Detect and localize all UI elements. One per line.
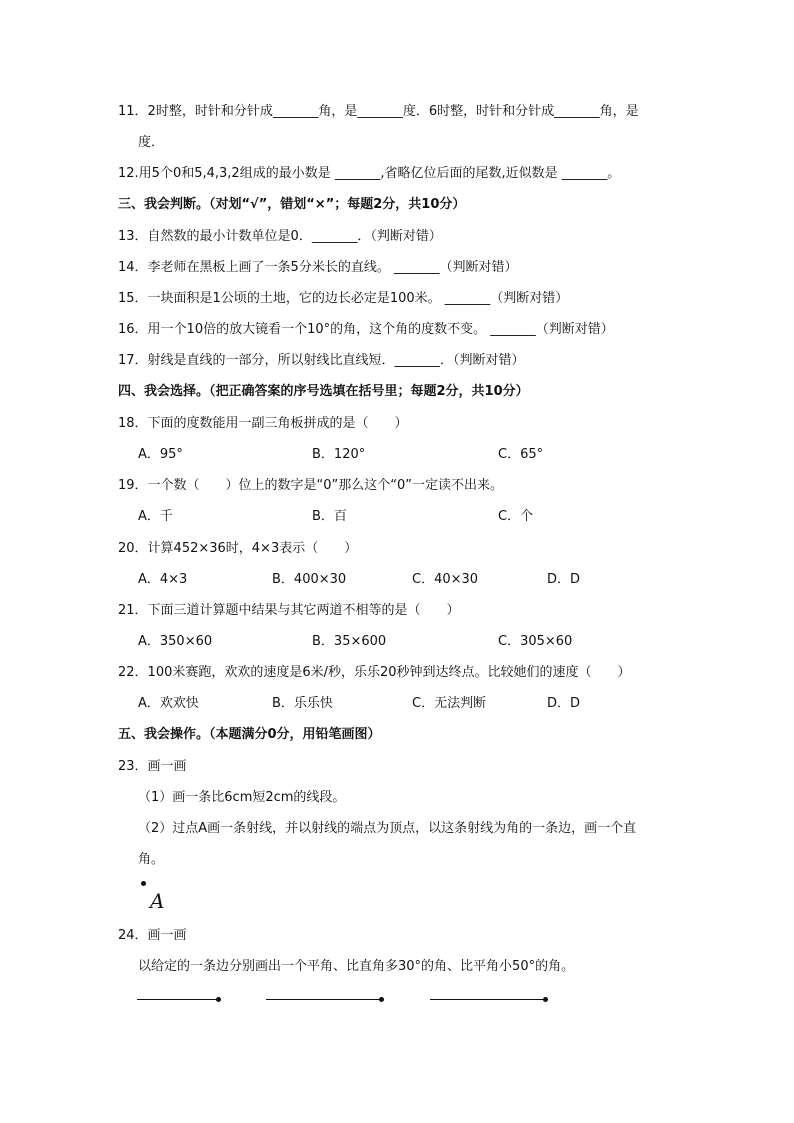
- given-side-2-endpoint: [379, 997, 384, 1002]
- q21-option-c: C．305×60: [498, 634, 573, 649]
- q20-option-b: B．400×30: [272, 572, 347, 587]
- q23-part1: （1）画一条比6cm短2cm的线段。: [138, 790, 346, 805]
- q18-option-b: B．120°: [312, 447, 366, 462]
- section3-heading: 三、我会判断。（对划“√”，错划“×”；每题2分，共10分）: [118, 197, 466, 212]
- q22-stem: 22．100米赛跑，欢欢的速度是6米/秒，乐乐20秒钟到达终点。比较她们的速度（ ）: [118, 665, 631, 680]
- q24-title: 24．画一画: [118, 928, 187, 943]
- q21-option-b: B．35×600: [312, 634, 387, 649]
- q22-option-b: B．乐乐快: [272, 696, 333, 711]
- point-a-label: A: [150, 889, 165, 913]
- q14: 14．李老师在黑板上画了一条5分米长的直线。 _______（判断对错）: [118, 260, 518, 275]
- point-a-dot: [141, 881, 146, 886]
- q24-instruction: 以给定的一条边分别画出一个平角、比直角多30°的角、比平角小50°的角。: [138, 959, 575, 974]
- q20-stem: 20．计算452×36时，4×3表示（ ）: [118, 541, 358, 556]
- q17: 17．射线是直线的一部分，所以射线比直线短．_______．（判断对错）: [118, 353, 525, 368]
- q12: 12.用5个0和5,4,3,2组成的最小数是 _______,省略亿位后面的尾数,近似数是 _______。: [118, 166, 621, 181]
- q19-option-a: A．千: [138, 509, 173, 524]
- q21-stem: 21．下面三道计算题中结果与其它两道不相等的是（ ）: [118, 603, 460, 618]
- q13: 13．自然数的最小计数单位是0．_______．（判断对错）: [118, 229, 442, 244]
- q11-line2: 度．: [138, 135, 165, 150]
- q20-option-d: D．D: [547, 572, 581, 587]
- given-side-3-endpoint: [543, 997, 548, 1002]
- q15: 15．一块面积是1公顷的土地，它的边长必定是100米。 _______（判断对错）: [118, 291, 569, 306]
- q19-option-b: B．百: [312, 509, 347, 524]
- q22-option-a: A．欢欢快: [138, 696, 199, 711]
- given-side-3: [430, 999, 546, 1000]
- q18-stem: 18．下面的度数能用一副三角板拼成的是（ ）: [118, 416, 408, 431]
- section4-heading: 四、我会选择。（把正确答案的序号选填在括号里；每题2分，共10分）: [118, 384, 529, 399]
- q19-stem: 19．一个数（ ）位上的数字是“0”那么这个“0”一定读不出来。: [118, 478, 504, 493]
- q19-option-c: C．个: [498, 509, 534, 524]
- given-side-1: [137, 999, 219, 1000]
- q23-title: 23．画一画: [118, 759, 187, 774]
- q16: 16．用一个10倍的放大镜看一个10°的角，这个角的度数不变。 _______（判断对错）: [118, 322, 614, 337]
- q18-option-c: C．65°: [498, 447, 544, 462]
- q22-option-d: D．D: [547, 696, 581, 711]
- q20-option-c: C．40×30: [412, 572, 479, 587]
- q23-part2-line1: （2）过点A画一条射线，并以射线的端点为顶点，以这条射线为角的一条边，画一个直: [138, 821, 637, 836]
- q11-line1: 11．2时整，时针和分针成_______角，是_______度．6时整，时针和分针成_______角，是: [118, 104, 639, 119]
- q23-part2-line2: 角。: [138, 852, 165, 867]
- given-side-2: [266, 999, 382, 1000]
- section5-heading: 五、我会操作。（本题满分0分，用铅笔画图）: [118, 727, 381, 742]
- q18-option-a: A．95°: [138, 447, 183, 462]
- given-side-1-endpoint: [216, 997, 221, 1002]
- q22-option-c: C．无法判断: [412, 696, 487, 711]
- q20-option-a: A．4×3: [138, 572, 188, 587]
- q21-option-a: A．350×60: [138, 634, 213, 649]
